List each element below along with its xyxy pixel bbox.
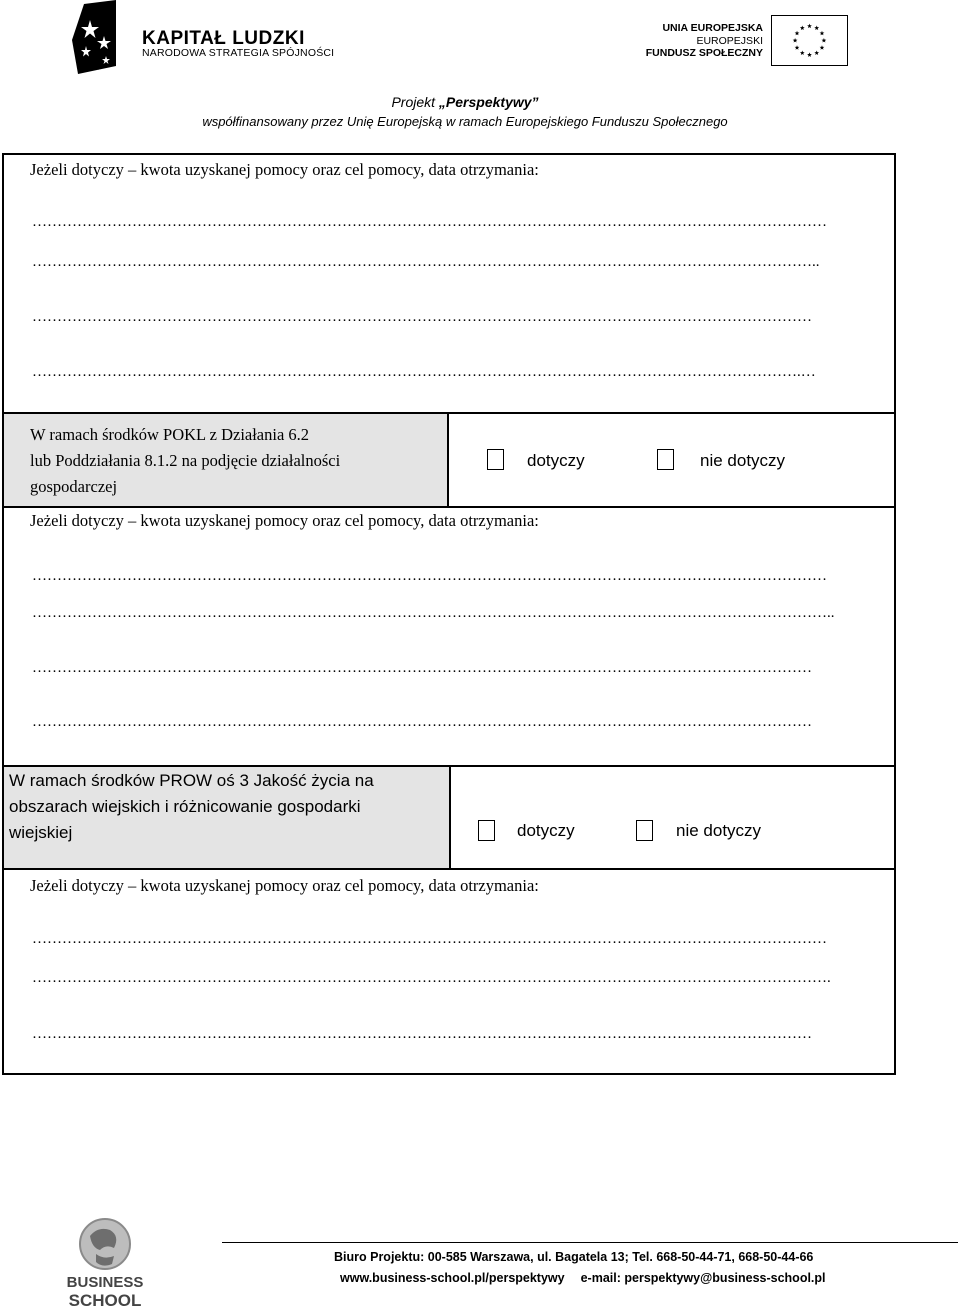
pokl-label-line: gospodarczej <box>30 477 118 496</box>
prow-label-line: W ramach środków PROW oś 3 Jakość życia na <box>9 771 374 790</box>
footer-rule <box>222 1242 958 1243</box>
row-divider <box>2 868 896 870</box>
prow-yes-checkbox[interactable] <box>478 820 495 841</box>
eu-line-2: EUROPEJSKI <box>696 34 763 47</box>
eu-star-icon <box>820 31 825 36</box>
eu-star-icon <box>793 38 798 43</box>
cofinancing-note: współfinansowany przez Unię Europejską w ramach Europejskiego Funduszu Społecznego <box>202 114 728 129</box>
pokl-label <box>30 422 340 500</box>
answer-line[interactable]: ………………………………………………………………………………………………………………………………………… <box>32 660 812 676</box>
project-name: „Perspektywy” <box>438 94 539 110</box>
project-prefix: Projekt <box>391 94 439 110</box>
answer-line[interactable]: …………………………………………………………………………………………………………………………………………… <box>32 568 827 584</box>
kapital-ludzki-title: KAPITAŁ LUDZKI <box>142 28 305 49</box>
answer-line[interactable]: ………………………………………………………………………………………………………………………………………… <box>32 309 812 325</box>
pokl-label-line: W ramach środków POKL z Działania 6.2 <box>30 425 310 444</box>
eu-star-icon <box>822 38 827 43</box>
eu-star-icon <box>814 26 819 31</box>
eu-flag-icon <box>771 15 848 66</box>
eu-star-icon <box>807 52 812 57</box>
eu-fund-text <box>646 22 763 60</box>
cell-divider <box>447 414 449 506</box>
eu-star-icon <box>795 45 800 50</box>
footer-website[interactable]: www.business-school.pl/perspektywy <box>340 1271 565 1285</box>
kapital-ludzki-logo <box>70 0 124 78</box>
prow-no-checkbox[interactable] <box>636 820 653 841</box>
eu-star-icon <box>820 45 825 50</box>
answer-line[interactable]: …………………………………………………………………………………………………………………………………………… <box>32 931 827 947</box>
prow-label <box>9 768 374 846</box>
kapital-ludzki-subtitle: NARODOWA STRATEGIA SPÓJNOŚCI <box>142 47 335 59</box>
footer-contacts <box>340 1271 826 1285</box>
logo-text-school: SCHOOL <box>68 1291 142 1310</box>
eu-star-icon <box>800 26 805 31</box>
answer-line[interactable]: ………………………………………………………………………………………………………………………………………… <box>32 714 812 730</box>
cell-divider <box>449 767 451 868</box>
prow-no-label: nie dotyczy <box>676 821 762 840</box>
logo-text-business: BUSINESS <box>66 1274 144 1291</box>
answer-line[interactable]: ……………………………………………………………………………………………………………………………………….… <box>32 364 816 380</box>
row-divider <box>2 506 896 508</box>
aid-question: Jeżeli dotyczy – kwota uzyskanej pomocy oraz cel pomocy, data otrzymania: <box>30 160 539 179</box>
eu-star-icon <box>795 31 800 36</box>
answer-line[interactable]: ………………………………………………………………………………………………………………………………………….. <box>32 254 820 270</box>
prow-label-line: obszarach wiejskich i różnicowanie gospodarki <box>9 797 361 816</box>
business-school-logo <box>66 1214 144 1310</box>
pokl-yes-label: dotyczy <box>527 451 585 470</box>
eu-line-3: FUNDUSZ SPOŁECZNY <box>645 47 763 59</box>
answer-line[interactable]: ……………………………………………………………………………………………………………………………………………. <box>32 970 831 986</box>
footer-address: Biuro Projektu: 00-585 Warszawa, ul. Bagatela 13; Tel. 668-50-44-71, 668-50-44-66 <box>334 1250 814 1264</box>
pokl-yes-checkbox[interactable] <box>487 449 504 470</box>
answer-line[interactable]: …………………………………………………………………………………………………………………………………………….. <box>32 605 835 621</box>
pokl-label-line: lub Poddziałania 8.1.2 na podjęcie działalności <box>30 451 341 470</box>
project-title <box>0 94 930 110</box>
prow-label-line: wiejskiej <box>9 823 73 842</box>
aid-question: Jeżeli dotyczy – kwota uzyskanej pomocy oraz cel pomocy, data otrzymania: <box>30 511 539 530</box>
eu-star-icon <box>807 24 812 29</box>
pokl-no-checkbox[interactable] <box>657 449 674 470</box>
prow-yes-label: dotyczy <box>517 821 575 840</box>
pokl-no-label: nie dotyczy <box>700 451 786 470</box>
answer-line[interactable]: …………………………………………………………………………………………………………………………………………… <box>32 214 827 230</box>
eu-line-1: UNIA EUROPEJSKA <box>662 22 763 34</box>
answer-line[interactable]: ………………………………………………………………………………………………………………………………………… <box>32 1026 812 1042</box>
eu-star-icon <box>800 50 805 55</box>
aid-question: Jeżeli dotyczy – kwota uzyskanej pomocy oraz cel pomocy, data otrzymania: <box>30 876 539 895</box>
eu-star-icon <box>814 50 819 55</box>
footer-email[interactable]: e-mail: perspektywy@business-school.pl <box>580 1271 826 1285</box>
